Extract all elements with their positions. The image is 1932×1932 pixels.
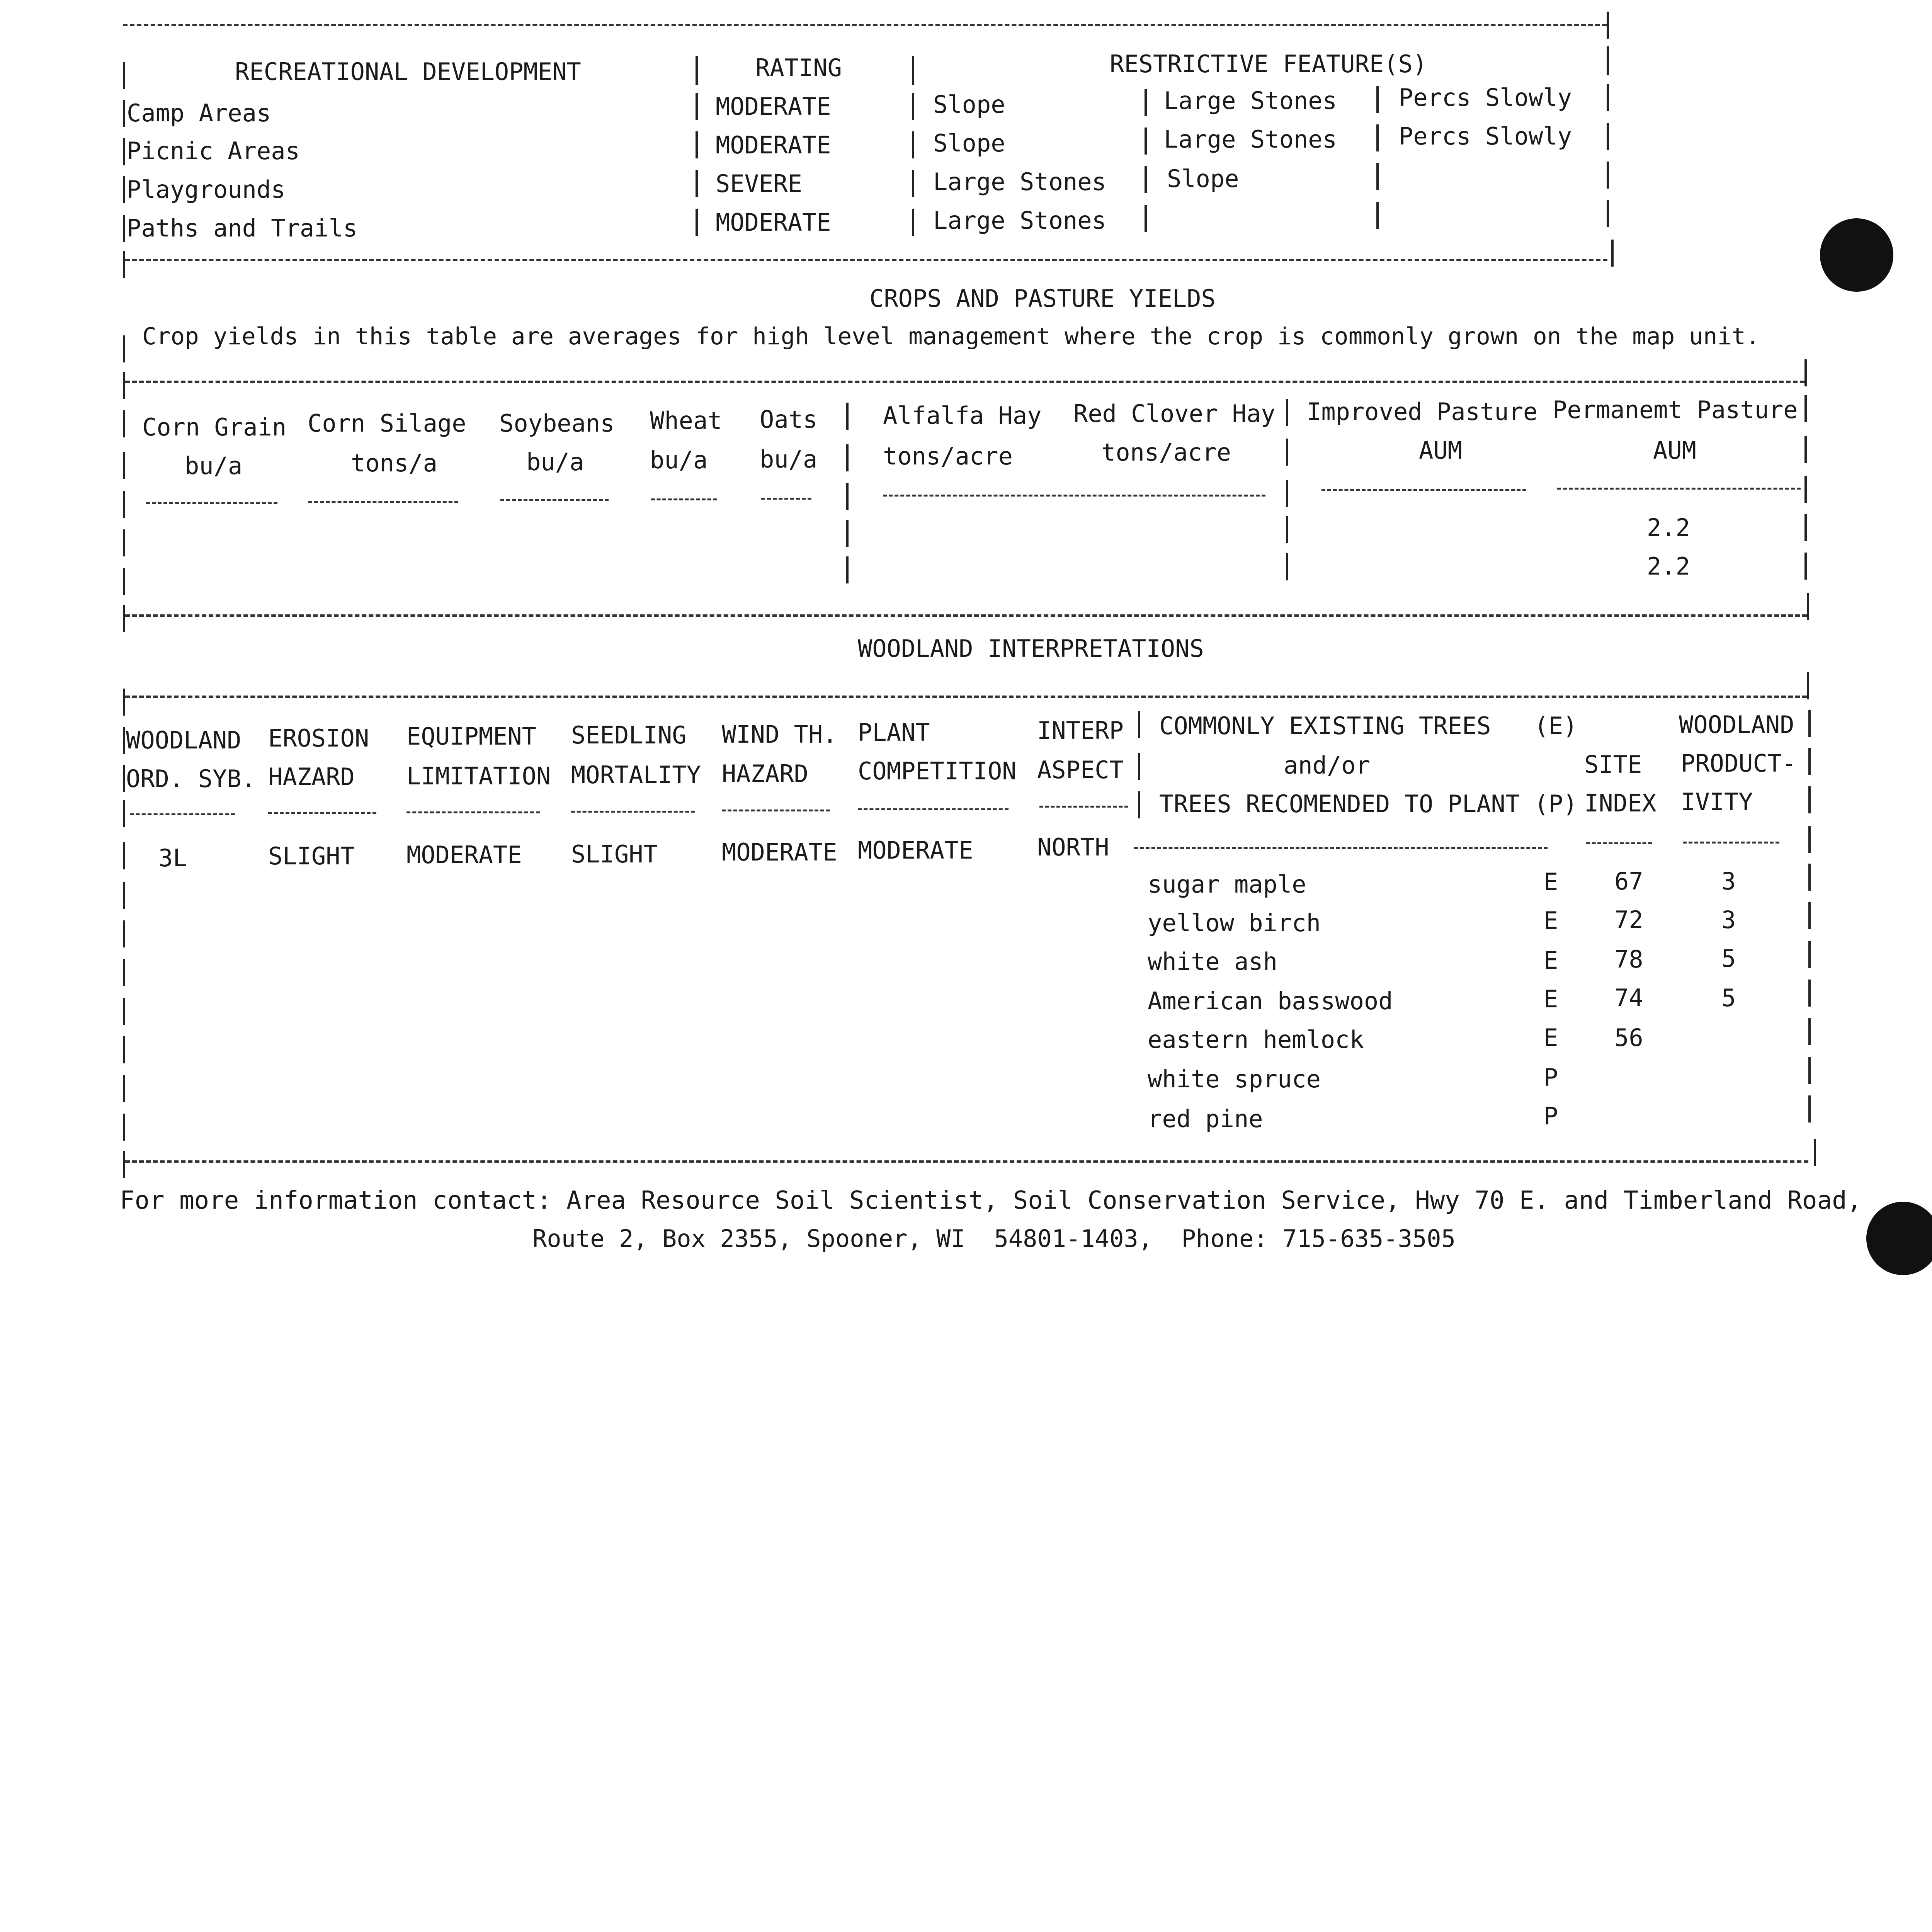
border-bar xyxy=(1145,89,1147,116)
border-bar xyxy=(123,920,125,947)
wood-header: COMMONLY EXISTING TREES (E) xyxy=(1159,712,1578,740)
border-bar xyxy=(1607,123,1609,150)
tree-name: white ash xyxy=(1148,947,1277,976)
border-bar xyxy=(1376,86,1379,113)
tree-name: eastern hemlock xyxy=(1148,1026,1364,1054)
rule xyxy=(125,696,1807,698)
crop-col-header: Corn Silage xyxy=(308,409,466,437)
column-underline xyxy=(571,811,695,813)
border-bar xyxy=(123,998,125,1025)
crop-col-header: Alfalfa Hay xyxy=(883,401,1042,430)
border-bar xyxy=(123,568,125,595)
border-bar xyxy=(123,335,125,362)
border-bar xyxy=(123,605,125,632)
tree-code: E xyxy=(1544,1024,1558,1052)
rec-row-feature-3: Percs Slowly xyxy=(1399,83,1572,112)
crop-col-header: Corn Grain xyxy=(142,413,287,441)
border-bar xyxy=(1286,553,1288,580)
border-bar xyxy=(1808,1095,1811,1122)
border-bar xyxy=(1145,128,1147,155)
recreational-title: RECREATIONAL DEVELOPMENT xyxy=(235,58,581,86)
wood-header: PRODUCT- xyxy=(1681,749,1796,777)
tree-productivity: 3 xyxy=(1721,867,1736,895)
border-bar xyxy=(1286,439,1288,466)
border-bar xyxy=(1376,202,1379,229)
border-bar xyxy=(123,372,125,399)
crop-col-unit: AUM xyxy=(1419,436,1462,464)
woodland-title: WOODLAND INTERPRETATIONS xyxy=(858,634,1204,663)
tree-code: E xyxy=(1544,906,1558,935)
border-bar xyxy=(123,251,125,278)
crop-col-unit: AUM xyxy=(1653,436,1696,464)
tree-name: yellow birch xyxy=(1148,909,1321,937)
aspect-value: NORTH xyxy=(1037,833,1109,861)
rating-header: RATING xyxy=(755,54,842,82)
wood-header: HAZARD xyxy=(268,763,355,791)
tree-code: E xyxy=(1544,946,1558,975)
wood-header: WOODLAND xyxy=(126,726,242,754)
border-bar xyxy=(123,410,125,437)
rec-row-name: Picnic Areas xyxy=(127,137,300,165)
border-bar xyxy=(912,209,914,236)
border-bar xyxy=(1804,359,1807,386)
border-bar xyxy=(1804,514,1807,541)
wood-header: IVITY xyxy=(1681,788,1753,816)
plant-competition-value: MODERATE xyxy=(858,836,973,864)
border-bar xyxy=(123,529,125,556)
rec-row-name: Paths and Trails xyxy=(127,214,358,242)
border-bar xyxy=(846,556,849,583)
wind-hazard-value: MODERATE xyxy=(722,838,837,866)
wood-header: INTERP xyxy=(1037,716,1124,745)
wood-header: LIMITATION xyxy=(406,762,551,790)
rec-row-name: Camp Areas xyxy=(127,99,271,127)
crop-col-header: Wheat xyxy=(650,406,722,435)
crop-col-unit: bu/a xyxy=(526,448,584,476)
border-bar xyxy=(123,491,125,518)
border-bar xyxy=(1804,476,1807,503)
column-underline xyxy=(1321,489,1526,491)
border-bar xyxy=(123,959,125,986)
border-bar xyxy=(123,452,125,479)
wood-header: and/or xyxy=(1284,751,1370,779)
rule xyxy=(125,381,1804,383)
rec-row-feature-2: Large Stones xyxy=(1164,125,1337,153)
wood-header: INDEX xyxy=(1584,789,1656,817)
column-underline xyxy=(883,495,1265,497)
column-underline xyxy=(1134,847,1548,849)
border-bar xyxy=(1607,162,1609,189)
border-bar xyxy=(846,483,849,510)
rule-top xyxy=(123,24,1607,26)
border-bar xyxy=(846,520,849,547)
crop-col-unit: tons/a xyxy=(351,449,437,477)
border-bar xyxy=(696,93,698,120)
rule xyxy=(125,259,1607,261)
crop-col-unit: bu/a xyxy=(760,445,818,473)
tree-site-index: 67 xyxy=(1614,867,1643,895)
tree-site-index: 74 xyxy=(1614,984,1643,1012)
border-bar xyxy=(1607,12,1609,39)
border-bar xyxy=(1808,710,1811,737)
border-bar xyxy=(1286,399,1288,426)
border-bar xyxy=(123,842,125,869)
border-bar xyxy=(1804,553,1807,580)
border-bar xyxy=(123,215,125,242)
border-bar xyxy=(912,131,914,158)
wood-header: EROSION xyxy=(268,724,369,752)
border-bar xyxy=(123,1036,125,1063)
border-bar xyxy=(696,170,698,197)
crop-col-header: Improved Pasture xyxy=(1307,398,1538,426)
rec-row-feature-1: Slope xyxy=(933,129,1005,157)
rule xyxy=(125,614,1807,617)
border-bar xyxy=(846,444,849,471)
crop-col-unit: tons/acre xyxy=(883,442,1013,470)
border-bar xyxy=(1145,166,1147,193)
tree-name: red pine xyxy=(1148,1105,1263,1133)
border-bar xyxy=(123,765,125,792)
border-bar xyxy=(123,882,125,909)
rec-row-feature-1: Large Stones xyxy=(933,206,1106,235)
column-underline xyxy=(722,810,830,811)
crop-col-unit: bu/a xyxy=(650,446,708,474)
rec-row-feature-2: Slope xyxy=(1167,165,1239,193)
column-underline xyxy=(146,502,277,504)
wood-header: ASPECT xyxy=(1037,756,1124,784)
column-underline xyxy=(1683,842,1779,844)
border-bar xyxy=(123,1114,125,1141)
border-bar xyxy=(1808,786,1811,813)
column-underline xyxy=(406,811,540,813)
border-bar xyxy=(1607,46,1609,75)
border-bar xyxy=(1808,1018,1811,1045)
column-underline xyxy=(268,812,376,814)
tree-name: white spruce xyxy=(1148,1065,1321,1093)
wood-header: ORD. SYB. xyxy=(126,765,256,793)
crop-col-header: Soybeans xyxy=(499,409,615,437)
column-underline xyxy=(308,501,458,503)
crop-col-unit: bu/a xyxy=(185,452,243,480)
border-bar xyxy=(1376,163,1379,190)
border-bar xyxy=(123,100,125,127)
border-bar xyxy=(1807,593,1809,620)
crop-col-unit: tons/acre xyxy=(1101,438,1231,466)
border-bar xyxy=(1145,205,1147,232)
tree-name: sugar maple xyxy=(1148,870,1306,898)
border-bar xyxy=(696,56,698,85)
column-underline xyxy=(858,808,1009,810)
binder-hole xyxy=(1866,1202,1932,1275)
crop-col-header: Oats xyxy=(760,405,818,434)
permanent-pasture-value: 2.2 xyxy=(1647,514,1690,542)
crop-col-header: Permanemt Pasture xyxy=(1553,396,1798,424)
border-bar xyxy=(1808,941,1811,968)
contact-line-1: For more information contact: Area Resource Soil Scientist, Soil Conservation Service, Hwy 70 E. and Timberland Road, xyxy=(120,1186,1862,1215)
border-bar xyxy=(123,727,125,754)
border-bar xyxy=(123,800,125,827)
woodland-ord-symbol: 3L xyxy=(158,844,187,872)
border-bar xyxy=(123,176,125,203)
border-bar xyxy=(1607,84,1609,111)
rec-row-rating: MODERATE xyxy=(716,92,831,121)
rec-row-feature-3: Percs Slowly xyxy=(1399,122,1572,150)
border-bar xyxy=(1804,436,1807,463)
rec-row-rating: MODERATE xyxy=(716,131,831,159)
rule xyxy=(125,1160,1808,1163)
rec-row-feature-2: Large Stones xyxy=(1164,87,1337,115)
column-underline xyxy=(761,498,811,500)
tree-site-index: 72 xyxy=(1614,906,1643,934)
erosion-hazard-value: SLIGHT xyxy=(268,842,355,870)
wood-header: PLANT xyxy=(858,718,930,747)
border-bar xyxy=(1804,395,1807,422)
tree-site-index: 78 xyxy=(1614,945,1643,973)
border-bar xyxy=(912,93,914,120)
contact-line-2: Route 2, Box 2355, Spooner, WI 54801-1403, Phone: 715-635-3505 xyxy=(532,1225,1456,1253)
wood-header: SITE xyxy=(1584,750,1642,779)
border-bar xyxy=(123,689,125,716)
wood-header: WIND TH. xyxy=(722,720,837,748)
border-bar xyxy=(1808,826,1811,853)
tree-code: P xyxy=(1544,1063,1558,1092)
restrictive-header: RESTRICTIVE FEATURE(S) xyxy=(1110,50,1427,78)
column-underline xyxy=(500,499,609,501)
crops-title: CROPS AND PASTURE YIELDS xyxy=(869,284,1216,313)
wood-header: MORTALITY xyxy=(571,761,701,789)
crops-note: Crop yields in this table are averages for high level management where the crop is commonly grown on the map unit. xyxy=(142,323,1760,350)
permanent-pasture-value: 2.2 xyxy=(1647,552,1690,580)
tree-productivity: 5 xyxy=(1721,984,1736,1012)
tree-productivity: 3 xyxy=(1721,906,1736,934)
border-bar xyxy=(1808,748,1811,775)
border-bar xyxy=(1611,240,1614,267)
border-bar xyxy=(123,1075,125,1102)
tree-code: P xyxy=(1544,1102,1558,1130)
column-underline xyxy=(651,498,717,500)
wood-header: EQUIPMENT xyxy=(406,722,536,750)
border-bar xyxy=(123,1151,125,1178)
border-bar xyxy=(1138,791,1140,818)
column-underline xyxy=(1557,488,1801,490)
rec-row-feature-1: Slope xyxy=(933,90,1005,119)
rec-row-name: Playgrounds xyxy=(127,175,286,204)
border-bar xyxy=(1808,980,1811,1007)
border-bar xyxy=(1808,864,1811,891)
border-bar xyxy=(912,170,914,197)
tree-code: E xyxy=(1544,868,1558,896)
column-underline xyxy=(1039,806,1128,808)
tree-name: American basswood xyxy=(1148,987,1393,1015)
wood-header: COMPETITION xyxy=(858,757,1017,785)
binder-hole xyxy=(1820,218,1893,292)
tree-code: E xyxy=(1544,985,1558,1013)
border-bar xyxy=(1138,753,1140,780)
border-bar xyxy=(846,403,849,430)
border-bar xyxy=(123,62,125,89)
column-underline xyxy=(1586,842,1652,844)
tree-productivity: 5 xyxy=(1721,944,1736,973)
border-bar xyxy=(1808,1057,1811,1084)
border-bar xyxy=(1807,672,1809,699)
wood-header: HAZARD xyxy=(722,760,808,788)
border-bar xyxy=(1808,902,1811,929)
rec-row-feature-1: Large Stones xyxy=(933,168,1106,196)
wood-header: SEEDLING xyxy=(571,721,687,749)
border-bar xyxy=(123,138,125,165)
tree-site-index: 56 xyxy=(1614,1024,1643,1052)
wood-header: WOODLAND xyxy=(1679,711,1794,739)
column-underline xyxy=(130,813,235,815)
seedling-mortality-value: SLIGHT xyxy=(571,840,658,868)
rec-row-rating: SEVERE xyxy=(716,170,802,198)
border-bar xyxy=(1376,124,1379,151)
wood-header: TREES RECOMENDED TO PLANT (P) xyxy=(1159,790,1578,818)
border-bar xyxy=(696,209,698,236)
border-bar xyxy=(696,131,698,158)
border-bar xyxy=(1814,1139,1816,1166)
rec-row-rating: MODERATE xyxy=(716,208,831,236)
border-bar xyxy=(1286,480,1288,507)
border-bar xyxy=(1286,516,1288,543)
border-bar xyxy=(912,56,914,85)
border-bar xyxy=(1607,200,1609,227)
border-bar xyxy=(1138,711,1140,738)
equipment-limitation-value: MODERATE xyxy=(406,841,522,869)
crop-col-header: Red Clover Hay xyxy=(1073,400,1276,428)
